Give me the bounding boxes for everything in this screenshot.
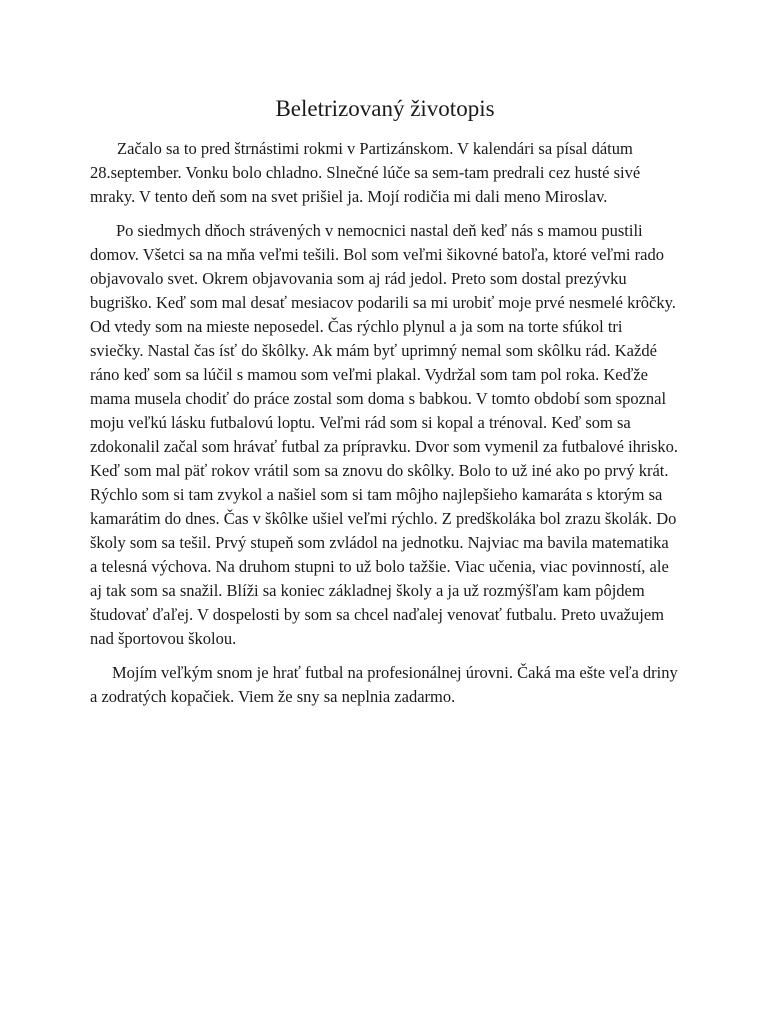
paragraph-dream: Mojím veľkým snom je hrať futbal na profesionálnej úrovni. Čaká ma ešte veľa driny a zodratých kopačiek. Viem že sny sa neplnia zadarmo. — [90, 663, 678, 706]
paragraph-birth: Začalo sa to pred štrnástimi rokmi v Partizánskom. V kalendári sa písal dátum 28.september. Vonku bolo chladno. Slnečné lúče sa sem-tam predrali cez husté sivé mraky. V tento deň som na svet prišiel ja. Mojí rodičia mi dali meno Miroslav. — [90, 139, 641, 206]
document-page — [90, 93, 680, 719]
document-title: Beletrizovaný životopis — [275, 96, 495, 121]
paragraph-childhood: Po siedmych dňoch strávených v nemocnici nastal deň keď nás s mamou pustili domov. Všetci sa na mňa veľmi tešili. Bol som veľmi šikovné batoľa, ktoré veľmi rado objavovalo svet. Okrem objavovania som aj rád jedol. Preto som dostal prezývku bugriško. Keď som mal desať mesiacov podarili sa mi urobiť moje prvé nesmelé krôčky. Od vtedy som na mieste neposedel. Čas rýchlo plynul a ja som na torte sfúkol tri sviečky. Nastal čas ísť do škôlky. Ak mám byť uprimný nemal som skôlku rád. Každé ráno keď som sa lúčil s mamou som veľmi plakal. Vydržal som tam pol roka. Keďže mama musela chodiť do práce zostal som doma s babkou. V tomto období som spoznal moju veľkú lásku futbalovú loptu. Veľmi rád som si kopal a trénoval. Keď som sa zdokonalil začal som hrávať futbal za prípravku. Dvor som vymenil za futbalové ihrisko. Keď som mal päť rokov vrátil som sa znovu do skôlky. Bolo to už iné ako po prvý krát. Rýchlo som si tam zvykol a našiel som si tam môjho najlepšieho kamaráta s ktorým sa kamarátim do dnes. Čas v škôlke ušiel veľmi rýchlo. Z predškoláka bol zrazu školák. Do školy som sa tešil. Prvý stupeň som zvládol na jednotku. Najviac ma bavila matematika a telesná výchova. Na druhom stupni to už bolo tažšie. Viac učenia, viac povinností, ale aj tak som sa snažil. Blíži sa koniec základnej školy a ja už rozmýšľam kam pôjdem študovať ďaľej. V dospelosti by som sa chcel naďalej venovať futbalu. Preto uvažujem nad športovou školou. — [90, 221, 679, 648]
